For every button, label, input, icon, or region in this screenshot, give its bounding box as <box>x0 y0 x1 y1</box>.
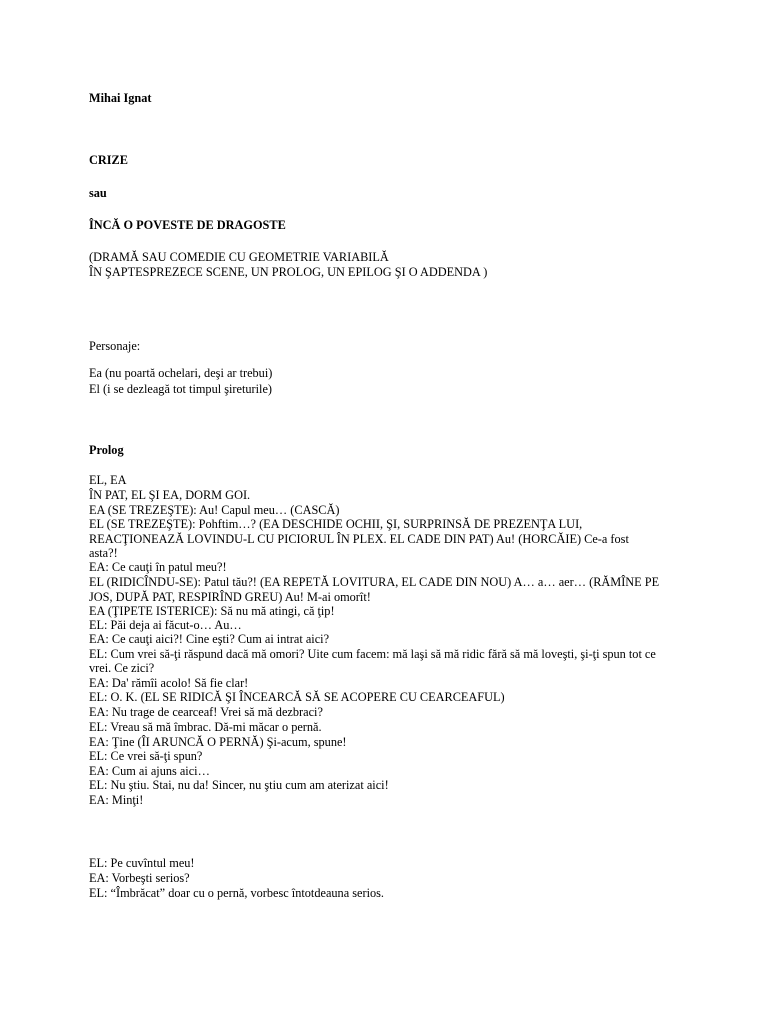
character-el: El (i se dezleagă tot timpul şireturile) <box>89 382 273 396</box>
dialogue-line: asta?! <box>89 546 118 560</box>
dialogue-line: EL (RIDICÎNDU-SE): Patul tău?! (EA REPETĂ LOVITURA, EL CADE DIN NOU) A… a… aer… (RĂMÎNE PE <box>89 575 660 589</box>
genre-line-2: ÎN ŞAPTESPREZECE SCENE, UN PROLOG, UN EPILOG ŞI O ADDENDA ) <box>89 265 488 279</box>
dialogue-line: EA: Cum ai ajuns aici… <box>89 764 210 778</box>
dialogue-line: JOS, DUPĂ PAT, RESPIRÎND GREU) Au! M-ai omorît! <box>89 590 371 604</box>
dialogue-line: EA: Minţi! <box>89 793 144 807</box>
dialogue-line: REACŢIONEAZĂ LOVINDU-L CU PICIORUL ÎN PLEX. EL CADE DIN PAT) Au! (HORCĂIE) Ce-a fost <box>89 532 629 546</box>
dialogue-line: EL: Vreau să mă îmbrac. Dă-mi măcar o pernă. <box>89 720 322 734</box>
dialogue-line: vrei. Ce zici? <box>89 661 155 675</box>
dialogue-line: EA: Vorbeşti serios? <box>89 871 190 885</box>
dialogue-line: EL: O. K. (EL SE RIDICĂ ŞI ÎNCEARCĂ SĂ SE ACOPERE CU CEARCEAFUL) <box>89 690 505 704</box>
play-subtitle: ÎNCĂ O POVESTE DE DRAGOSTE <box>89 218 286 232</box>
dialogue-line: EL, EA <box>89 473 127 487</box>
dialogue-line: ÎN PAT, EL ŞI EA, DORM GOI. <box>89 488 251 502</box>
play-title: CRIZE <box>89 153 128 167</box>
genre-line-1: (DRAMĂ SAU COMEDIE CU GEOMETRIE VARIABILĂ <box>89 250 389 264</box>
author-name: Mihai Ignat <box>89 91 152 105</box>
dialogue-line: EA: Ce cauţi aici?! Cine eşti? Cum ai intrat aici? <box>89 632 330 646</box>
character-ea: Ea (nu poartă ochelari, deşi ar trebui) <box>89 366 273 380</box>
dialogue-line: EL: Ce vrei să-ţi spun? <box>89 749 203 763</box>
dialogue-line: EL: Cum vrei să-ţi răspund dacă mă omori? Uite cum facem: mă laşi să mă ridic fără să mă loveşti, şi-ţi spun tot ce <box>89 647 656 661</box>
characters-heading: Personaje: <box>89 339 141 353</box>
dialogue-line: EA: Nu trage de cearceaf! Vrei să mă dezbraci? <box>89 705 323 719</box>
dialogue-line: EL (SE TREZEŞTE): Pohftim…? (EA DESCHIDE OCHII, ŞI, SURPRINSĂ DE PREZENŢA LUI, <box>89 517 583 531</box>
section-heading: Prolog <box>89 443 124 457</box>
dialogue-line: EA: Da' rămîi acolo! Să fie clar! <box>89 676 249 690</box>
dialogue-line: EL: Păi deja ai făcut-o… Au… <box>89 618 242 632</box>
dialogue-line: EA (SE TREZEŞTE): Au! Capul meu… (CASCĂ) <box>89 503 340 517</box>
dialogue-line: EL: Nu ştiu. Stai, nu da! Sincer, nu ştiu cum am aterizat aici! <box>89 778 389 792</box>
dialogue-line: EA: Ţine (ÎI ARUNCĂ O PERNĂ) Şi-acum, spune! <box>89 735 347 749</box>
dialogue-line: EL: “Îmbrăcat” doar cu o pernă, vorbesc întotdeauna serios. <box>89 886 384 900</box>
dialogue-line: EL: Pe cuvîntul meu! <box>89 856 195 870</box>
dialogue-line: EA: Ce cauţi în patul meu?! <box>89 560 227 574</box>
title-connector: sau <box>89 186 107 200</box>
dialogue-line: EA (ŢIPETE ISTERICE): Să nu mă atingi, că ţip! <box>89 604 335 618</box>
